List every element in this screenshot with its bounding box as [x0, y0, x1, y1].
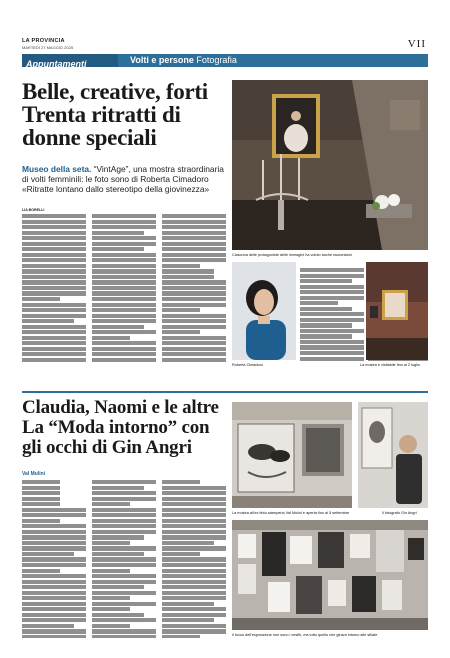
fashion-hall-image [232, 402, 352, 508]
section-topic-light: Fotografia [196, 55, 237, 65]
text-line [92, 546, 156, 550]
text-line [162, 264, 200, 268]
text-line [162, 535, 226, 539]
article1-byline: LIA BORELLI [22, 208, 45, 212]
text-line [92, 330, 156, 334]
text-line [22, 580, 86, 584]
text-line [162, 330, 200, 334]
text-line [92, 286, 156, 290]
text-line [22, 242, 86, 246]
text-line [92, 347, 156, 351]
text-line [92, 557, 156, 561]
text-line [22, 591, 86, 595]
text-line [22, 314, 86, 318]
text-line [92, 352, 156, 356]
text-line [162, 629, 226, 633]
text-line [162, 552, 200, 556]
text-line [22, 635, 86, 638]
text-line [92, 613, 144, 617]
text-line [162, 502, 226, 506]
text-line [22, 247, 86, 251]
page-number: VII [407, 38, 426, 50]
fashion-wall-photo [232, 520, 428, 630]
gallery-photo [232, 80, 428, 250]
text-line [162, 336, 226, 340]
text-line [162, 524, 226, 528]
text-line [162, 557, 226, 561]
text-line [22, 557, 86, 561]
text-line [22, 303, 86, 307]
text-line [162, 325, 226, 329]
text-line [162, 225, 226, 229]
text-line [300, 290, 364, 294]
text-line [300, 296, 364, 300]
section-label [22, 54, 118, 67]
text-line [92, 530, 156, 534]
text-line [92, 247, 144, 251]
text-line [162, 607, 226, 611]
text-line [22, 336, 86, 340]
text-line [22, 341, 86, 345]
text-line [92, 242, 156, 246]
text-line [92, 319, 156, 323]
text-line [92, 264, 156, 268]
text-line [300, 312, 364, 316]
text-line [162, 358, 226, 362]
text-line [162, 253, 226, 257]
text-line [22, 629, 86, 633]
text-line [300, 323, 352, 327]
article2-column-1 [22, 480, 86, 638]
text-line [300, 307, 352, 311]
text-line [22, 618, 86, 622]
text-line [92, 513, 156, 517]
text-line [162, 220, 226, 224]
text-line [92, 269, 156, 273]
text-line [162, 613, 226, 617]
text-line [22, 480, 60, 484]
text-line [92, 508, 156, 512]
article2-byline: Val Mulini [22, 471, 46, 477]
article1-column-1 [22, 214, 86, 364]
text-line [22, 220, 86, 224]
text-line [22, 264, 86, 268]
text-line [22, 541, 86, 545]
text-line [22, 253, 86, 257]
text-line [162, 314, 226, 318]
text-line [162, 569, 226, 573]
text-line [92, 607, 130, 611]
text-line [162, 297, 226, 301]
section-label-text: Appuntamenti [26, 59, 87, 69]
portrait-image [232, 262, 296, 360]
text-line [300, 351, 364, 355]
text-line [92, 552, 144, 556]
text-line [300, 301, 338, 305]
text-line [92, 253, 156, 257]
text-line [92, 225, 156, 229]
text-line [162, 596, 226, 600]
text-line [162, 563, 226, 567]
text-line [22, 231, 86, 235]
text-line [92, 497, 156, 501]
text-line [162, 286, 226, 290]
article-divider [22, 391, 428, 393]
text-line [162, 303, 226, 307]
text-line [92, 231, 144, 235]
text-line [92, 325, 144, 329]
text-line [162, 513, 226, 517]
photographer-image [358, 402, 428, 508]
text-line [22, 319, 74, 323]
text-line [92, 236, 156, 240]
text-line [92, 220, 156, 224]
text-line [92, 336, 130, 340]
text-line [92, 618, 156, 622]
gallery-caption: La mostra è visitabile fino al 2 luglio [360, 363, 420, 367]
article1-subhead [22, 164, 228, 194]
article2-headline: Claudia, Naomi e le altre La “Moda intorno” con gli occhi di Gin Angri [22, 397, 219, 458]
text-line [300, 285, 364, 289]
photographer-caption: Il fotografo Gin Angri [382, 511, 417, 515]
text-line [162, 231, 226, 235]
text-line [22, 530, 86, 534]
text-line [162, 574, 226, 578]
fashion-wall-caption: Il focus dell'esposizione non sono i vestiti, ma tutto quello che girava intorno alle sfilate [232, 633, 378, 637]
text-line [22, 519, 60, 523]
text-line [92, 358, 156, 362]
article2-column-2 [92, 480, 156, 638]
exhibition-hall-photo [366, 262, 428, 360]
text-line [22, 607, 86, 611]
text-line [22, 358, 86, 362]
text-line [22, 275, 86, 279]
text-line [162, 352, 226, 356]
text-line [92, 585, 144, 589]
issue-date: MARTEDÌ 27 MAGGIO 2025 [22, 45, 74, 50]
text-line [22, 291, 86, 295]
text-line [162, 546, 226, 550]
text-line [92, 297, 156, 301]
publication-name: LA PROVINCIA [22, 38, 65, 44]
text-line [162, 580, 226, 584]
text-line [22, 602, 86, 606]
text-line [22, 497, 60, 501]
text-line [92, 541, 130, 545]
text-line [22, 347, 86, 351]
text-line [92, 303, 156, 307]
fashion-hall-caption: La mostra all'ex tinto-stamperia Val Mulini è aperta fino al 5 settembre [232, 511, 350, 515]
text-line [92, 491, 156, 495]
text-line [22, 513, 86, 517]
text-line [22, 502, 60, 506]
text-line [92, 629, 156, 633]
text-line [22, 596, 86, 600]
gallery-scene-image [232, 80, 428, 250]
text-line [92, 624, 130, 628]
text-line [22, 508, 86, 512]
text-line [300, 268, 364, 272]
text-line [92, 486, 144, 490]
text-line [162, 341, 226, 345]
text-line [92, 519, 156, 523]
text-line [92, 596, 130, 600]
text-line [22, 569, 60, 573]
text-line [162, 236, 226, 240]
text-line [162, 319, 226, 323]
text-line [22, 352, 86, 356]
photographer-photo [358, 402, 428, 508]
text-line [162, 280, 226, 284]
text-line [92, 635, 156, 638]
text-line [162, 308, 200, 312]
gallery-photo-caption: Ciascuna delle protagoniste delle immagini ha voluto anche raccontarsi [232, 253, 352, 257]
text-line [92, 314, 156, 318]
section-topic-bold: Volti e persone [130, 55, 194, 65]
text-line [300, 318, 364, 322]
text-line [22, 491, 60, 495]
text-line [22, 563, 86, 567]
article1-column-3 [162, 214, 226, 364]
text-line [22, 280, 86, 284]
portrait-photo [232, 262, 296, 360]
text-line [300, 357, 364, 361]
text-line [22, 269, 86, 273]
text-line [22, 308, 86, 312]
text-line [92, 574, 156, 578]
text-line [92, 280, 156, 284]
text-line [22, 297, 60, 301]
fashion-wall-image [232, 520, 428, 630]
article1-column-2 [92, 214, 156, 364]
text-line [22, 286, 86, 290]
text-line [22, 535, 86, 539]
text-line [162, 635, 200, 638]
text-line [92, 563, 156, 567]
text-line [22, 613, 86, 617]
text-line [300, 340, 364, 344]
text-line [162, 486, 226, 490]
text-line [22, 236, 86, 240]
text-line [162, 530, 226, 534]
text-line [300, 279, 352, 283]
text-line [162, 275, 214, 279]
article1-subhead-lead: Museo della seta. [22, 164, 92, 174]
text-line [92, 480, 156, 484]
text-line [92, 602, 156, 606]
text-line [92, 275, 156, 279]
text-line [300, 329, 364, 333]
text-line [162, 519, 226, 523]
text-line [162, 269, 214, 273]
text-line [162, 247, 226, 251]
text-line [22, 585, 86, 589]
article2-column-3 [162, 480, 226, 638]
text-line [92, 291, 156, 295]
text-line [300, 345, 364, 349]
article1-subhead-text: “VintAge”, una mostra straordinaria di volti femminili: le foto sono di Roberta Cimadoro «Ritratte lontano dallo stereotipo della giovinezza» [22, 164, 224, 194]
text-line [22, 624, 74, 628]
text-line [92, 569, 130, 573]
text-line [22, 225, 86, 229]
text-line [92, 214, 156, 218]
masthead [22, 38, 73, 50]
text-line [92, 591, 156, 595]
text-line [162, 258, 226, 262]
text-line [162, 508, 226, 512]
text-line [22, 486, 60, 490]
text-line [92, 258, 156, 262]
fashion-hall-photo [232, 402, 352, 508]
text-line [162, 291, 226, 295]
text-line [22, 325, 86, 329]
article1-headline: Belle, creative, forti Trenta ritratti di donne speciali [22, 79, 208, 150]
text-line [162, 480, 200, 484]
text-line [162, 541, 214, 545]
text-line [22, 552, 74, 556]
article1-column-4 [300, 268, 364, 364]
exhibition-hall-image [366, 262, 428, 360]
text-line [92, 535, 144, 539]
text-line [92, 502, 130, 506]
text-line [162, 491, 226, 495]
section-topic [130, 54, 237, 67]
text-line [92, 580, 156, 584]
text-line [92, 341, 156, 345]
text-line [22, 546, 86, 550]
text-line [162, 585, 226, 589]
text-line [22, 330, 86, 334]
text-line [162, 347, 226, 351]
portrait-caption: Roberta Cimadoro [232, 363, 264, 367]
text-line [92, 524, 156, 528]
text-line [22, 214, 86, 218]
text-line [300, 334, 352, 338]
text-line [162, 618, 214, 622]
text-line [162, 214, 226, 218]
text-line [162, 497, 226, 501]
text-line [22, 524, 86, 528]
text-line [162, 242, 226, 246]
text-line [300, 274, 364, 278]
section-bar [22, 54, 428, 67]
text-line [162, 591, 226, 595]
text-line [22, 574, 86, 578]
text-line [162, 624, 226, 628]
text-line [92, 308, 156, 312]
text-line [22, 258, 86, 262]
text-line [162, 602, 214, 606]
